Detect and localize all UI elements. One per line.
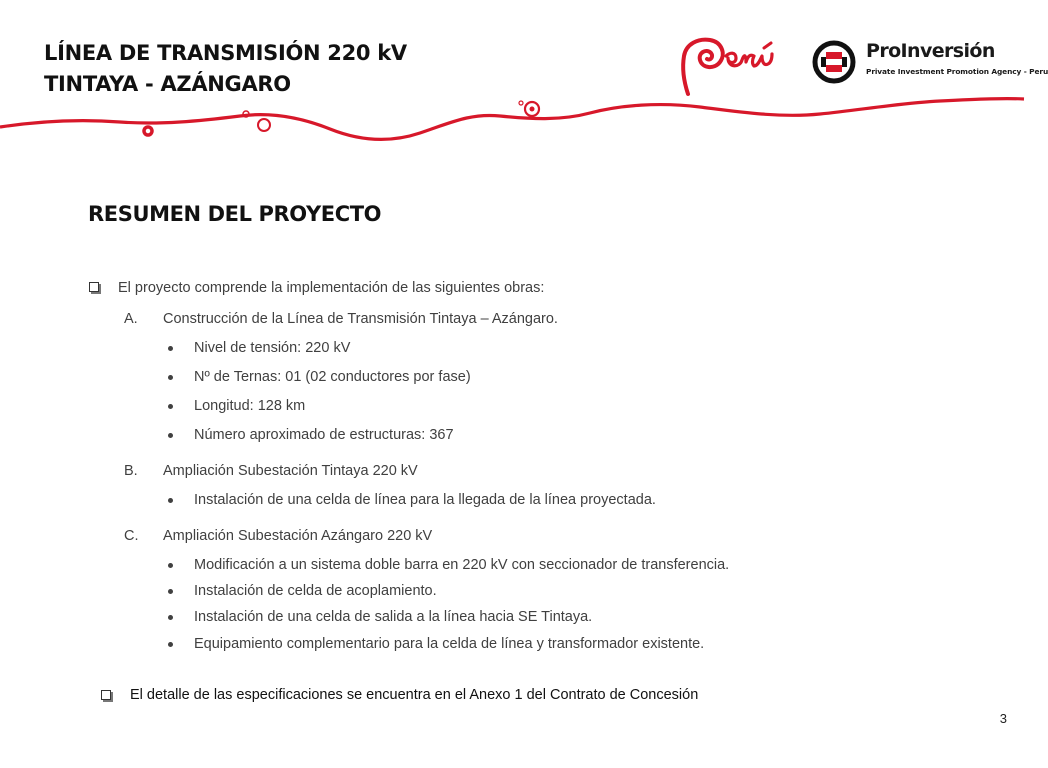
group-heading: Ampliación Subestación Tintaya 220 kV: [163, 463, 418, 479]
proinversion-emblem-icon: [812, 40, 858, 84]
list-item: Longitud: 128 km: [194, 398, 306, 414]
proinversion-name: ProInversión: [866, 40, 995, 62]
intro-text: El proyecto comprende la implementación de las siguientes obras:: [118, 280, 545, 296]
group-letter: B.: [124, 463, 138, 479]
peru-brand-logo: [676, 34, 786, 98]
proinversion-tagline: Private Investment Promotion Agency - Peru: [866, 67, 1048, 76]
wave-circle-icon: [144, 127, 152, 135]
list-item: Modificación a un sistema doble barra en 220 kV con seccionador de transferencia.: [194, 557, 730, 573]
wave-circle-icon: [258, 119, 270, 131]
group-letter: C.: [124, 528, 139, 544]
list-item: Instalación de una celda de línea para la llegada de la línea proyectada.: [194, 492, 656, 508]
checkbox-bullet-icon: [101, 690, 111, 700]
bullet-dot-icon: [168, 404, 173, 409]
bullet-dot-icon: [168, 615, 173, 620]
header-title-line1: LÍNEA DE TRANSMISIÓN 220 kV: [44, 41, 407, 65]
section-title: RESUMEN DEL PROYECTO: [88, 202, 382, 226]
bullet-dot-icon: [168, 375, 173, 380]
checkbox-bullet-icon: [89, 282, 99, 292]
list-item: Instalación de una celda de salida a la línea hacia SE Tintaya.: [194, 609, 593, 625]
footer-note: El detalle de las especificaciones se encuentra en el Anexo 1 del Contrato de Concesión: [130, 687, 699, 703]
proinversion-logo: [812, 40, 1048, 84]
page-number: 3: [999, 711, 1007, 726]
list-item: Nº de Ternas: 01 (02 conductores por fase): [194, 369, 471, 385]
wave-spiral-center-icon: [530, 107, 535, 112]
bullet-dot-icon: [168, 563, 173, 568]
bullet-dot-icon: [168, 498, 173, 503]
list-item: Instalación de celda de acoplamiento.: [194, 583, 437, 599]
bullet-dot-icon: [168, 346, 173, 351]
list-item: Número aproximado de estructuras: 367: [194, 427, 454, 443]
group-heading: Ampliación Subestación Azángaro 220 kV: [163, 528, 433, 544]
group-letter: A.: [124, 311, 138, 327]
header-title-line2: TINTAYA - AZÁNGARO: [44, 72, 291, 96]
wave-small-circle-icon: [519, 101, 523, 105]
group-heading: Construcción de la Línea de Transmisión Tintaya – Azángaro.: [163, 311, 558, 327]
wave-line: [0, 99, 1024, 140]
bullet-dot-icon: [168, 642, 173, 647]
list-item: Equipamiento complementario para la celda de línea y transformador existente.: [194, 636, 705, 652]
bullet-dot-icon: [168, 589, 173, 594]
list-item: Nivel de tensión: 220 kV: [194, 340, 351, 356]
bullet-dot-icon: [168, 433, 173, 438]
